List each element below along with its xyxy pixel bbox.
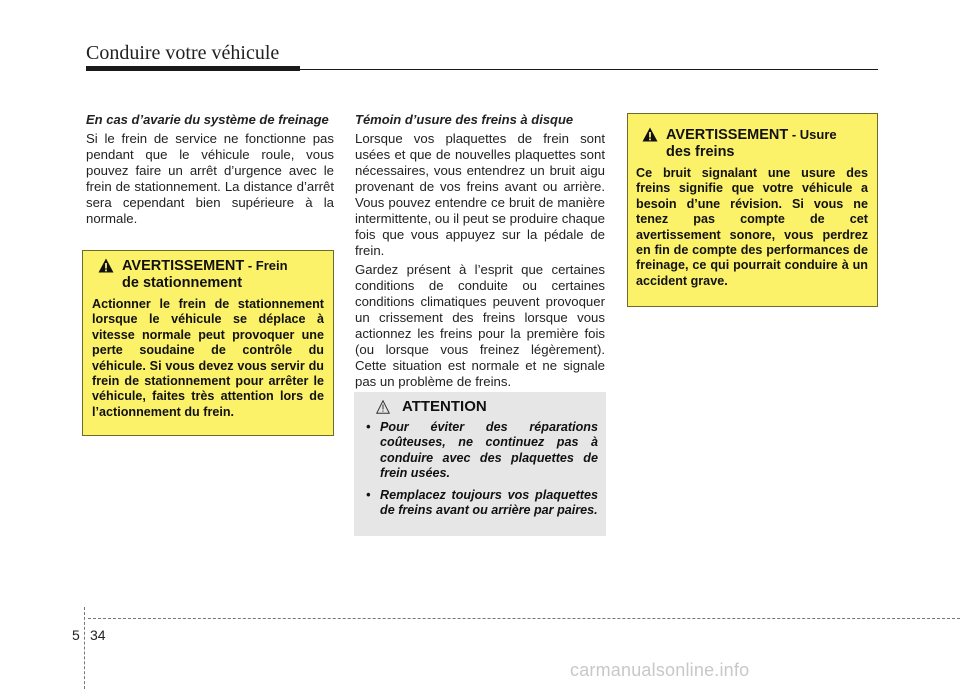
warning-title-main: AVERTISSEMENT — [122, 258, 245, 274]
warning-triangle-icon — [642, 127, 658, 142]
footer-horizontal-rule — [88, 618, 960, 619]
attention-box — [354, 392, 606, 536]
watermark: carmanualsonline.info — [570, 660, 750, 680]
warning-title-sub: - Usure — [788, 127, 837, 142]
disc-wear-paragraph-1: Lorsque vos plaquettes de frein sont usées et que de nouvelles plaquettes sont nécessaires, vous entendrez un bruit aigu provenant de vos freins avant ou arrière. Vous pouvez entendre ce bruit de manière intermittente, ou il peut se produire chaque fois que vous appuyez sur la pédale de frein. — [355, 131, 605, 258]
left-column — [86, 112, 334, 227]
warning-title-sub: - Frein — [244, 258, 288, 273]
attention-list — [366, 420, 598, 518]
brake-failure-paragraph: Si le frein de service ne fonctionne pas pendant que le véhicule roule, vous pouvez faire un arrêt d’urgence avec le frein de stationnement. La distance d’arrêt sera cependant bien supérieure à la normale. — [86, 131, 334, 226]
middle-column — [355, 112, 605, 390]
disc-wear-paragraph-2: Gardez présent à l’esprit que certaines conditions de conduite ou certaines conditions climatiques peuvent provoquer un crissement des freins lorsque vous actionnez les freins pour la première fois (ou lorsque vous freinez légèrement). Cette situation est normale et ne signale pas un problème de freins. — [355, 262, 605, 389]
attention-title-text: ATTENTION — [402, 398, 487, 415]
warning-title — [636, 126, 868, 161]
warning-body: Actionner le frein de stationnement lorsque le véhicule se déplace à vitesse normale peut provoquer une perte soudaine de contrôle du véhicule. Si vous devez vous servir du frein de stationnement pour arrêter le véhicule, faites très attention lors de l’actionnement du frein. — [92, 297, 324, 419]
warning-body: Ce bruit signalant une usure des freins signifie que votre véhicule a besoin d’une révision. Si vous ne tenez pas compte de cet avertissement sonore, vous perdrez en fin de compte des performances de freinage, ce qui pourrait conduire à un accident grave. — [636, 166, 868, 288]
header-bar — [86, 66, 300, 71]
chapter-number: 5 — [72, 627, 80, 643]
page-title: Conduire votre véhicule — [86, 42, 280, 64]
warning-title-line2: de stationnement — [122, 275, 243, 291]
attention-title — [366, 398, 598, 416]
warning-triangle-icon — [98, 258, 114, 273]
caution-triangle-icon — [376, 400, 390, 414]
footer-vertical-rule — [84, 607, 85, 689]
list-item: • Remplacez toujours vos plaquettes de freins avant ou arrière par paires. — [366, 487, 598, 518]
header-rule — [300, 69, 878, 70]
section-heading-brake-failure: En cas d’avarie du système de freinage — [86, 112, 329, 127]
list-item: • Pour éviter des réparations coûteuses, ne continuez pas à conduire avec des plaquettes de frein usées. — [366, 420, 598, 481]
warning-title-line2: des freins — [666, 144, 735, 160]
warning-box-parking-brake — [82, 250, 334, 436]
section-heading-disc-wear: Témoin d’usure des freins à disque — [355, 112, 574, 127]
warning-title-main: AVERTISSEMENT — [666, 127, 789, 143]
warning-box-brake-wear — [627, 113, 878, 307]
attention-item-text: Pour éviter des réparations coûteuses, ne continuez pas à conduire avec des plaquettes de frein usées. — [380, 420, 598, 481]
warning-title — [92, 257, 324, 292]
attention-item-text: Remplacez toujours vos plaquettes de freins avant ou arrière par paires. — [380, 487, 598, 518]
page-number: 34 — [90, 627, 106, 643]
